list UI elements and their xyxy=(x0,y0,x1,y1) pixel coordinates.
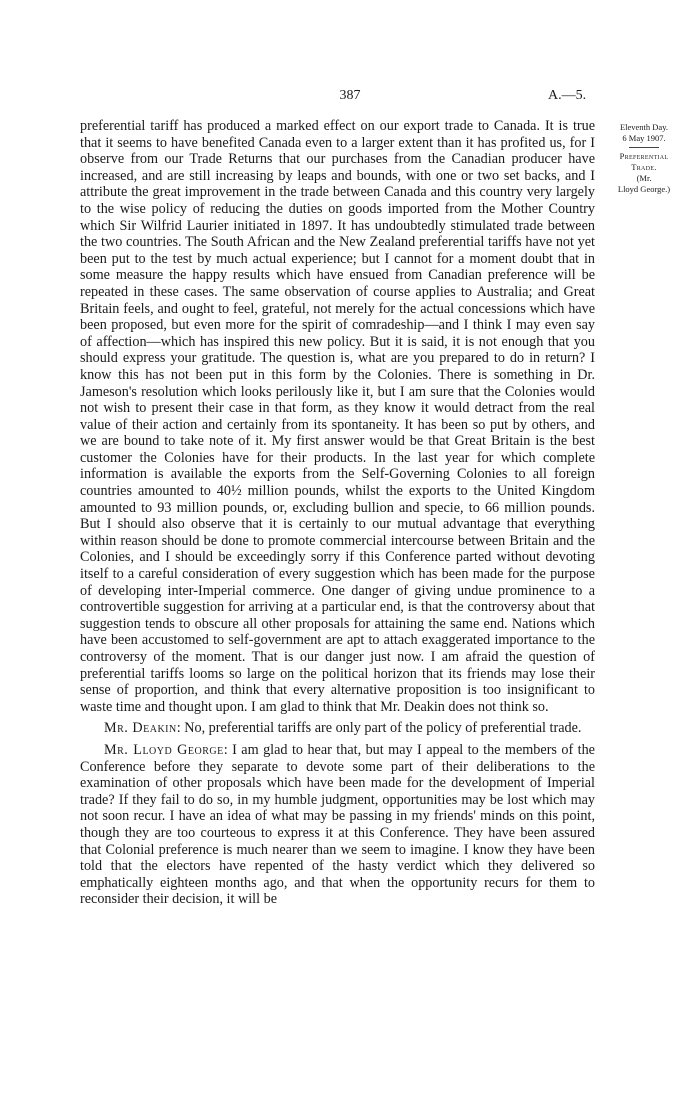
margin-speaker-line1: (Mr. xyxy=(636,173,652,183)
margin-date: 6 May 1907. xyxy=(622,133,666,143)
speaker-lloyd-george: Mr. Lloyd George xyxy=(104,741,224,758)
margin-note xyxy=(606,122,682,195)
margin-topic-line2: Trade. xyxy=(631,162,657,172)
paragraph-2-text: : No, preferential tariffs are only part of the policy of preferential trade. xyxy=(176,720,582,737)
paragraph-2 xyxy=(80,720,595,737)
paragraph-3-text: : I am glad to hear that, but may I appeal to the members of the Conference before they separate to devote some part of their deliberations to the examination of other proposals which have been made for the development of Imperial trade? If they fail to do so, in my humble judgment, opportunities may be lost which may not soon recur. I have an idea of what may be passing in my friends' minds on this point, though they are too courteous to express it at this Conference. They have been assured that Colonial preference is much nearer than we seem to imagine. I know they have been told that the electors have repented of the hasty verdict which they delivered so emphatically eighteen months ago, and that when the opportunity recurs for them to reconsider their decision, it will be xyxy=(80,741,595,908)
margin-day: Eleventh Day. xyxy=(619,122,669,132)
paragraph-1: preferential tariff has produced a marked effect on our export trade to Canada. It is true that it seems to have benefited Canada even to a larger extent than it has profited us, for I observe from our Trade Returns that our purchases from the Canadian producer have increased, and are still increasing by leaps and bounds, with one or two set backs, and I attribute the great improvement in the trade between Canada and this country very largely to the wise policy of reducing the duties on goods imported from the Mother Country which Sir Wilfrid Laurier initiated in 1897. It has undoubtedly stimulated trade between the two countries. The South African and the New Zealand preferential tariffs have not yet been put to the test by much actual experience; but I cannot for a moment doubt that in some measure the happy results which have ensued from Canadian preference will be repeated in these cases. The same observation of course applies to Australia; and Great Britain feels, and ought to feel, grateful, not merely for the actual concessions which have been proposed, but even more for the spirit of comradeship—and I think I may even say of affection—which has inspired this new policy. But it is said, it is not enough that you should express your gratitude. The question is, what are you prepared to do in return? I know this has not been put in this form by the Colonies. There is something in Dr. Jameson's resolution which looks perilously like it, but I am sure that the Colonies would not wish to present their case in that form, as they know it would detract from the real value of their action and certainly from its spontaneity. It has been so put by others, and we are bound to take note of it. My first answer would be that Great Britain is the best customer the Colonies have for their products. In the last year for which complete information is available the exports from the Self-Governing Colonies to all foreign countries amounted to 40½ million pounds, whilst the exports to the United Kingdom amounted to 93 million pounds, or, excluding bullion and specie, to 66 million pounds. But I should also observe that it is certainly to our mutual advantage that everything within reason should be done to promote commercial intercourse between Britain and the Colonies, and I should be exceedingly sorry if this Conference parted without devoting itself to a careful consideration of every suggestion which has been made for the purpose of developing inter-Imperial commerce. One danger of giving undue prominence to a controvertible suggestion for arriving at a particular end, is that the controversy about that suggestion tends to obscure all other proposals for attaining the same end. Nations which have been accustomed to self-government are apt to attach exaggerated importance to the controversy of the moment. That is our danger just now. I am afraid the question of preferential tariffs looms so large on the political horizon that its friends may lose their sense of proportion, and think that every alternative proposition is too insignificant to waste time and thought upon. I am glad to think that Mr. Deakin does not think so. xyxy=(80,118,595,715)
speaker-deakin: Mr. Deakin xyxy=(104,720,177,737)
paragraph-3 xyxy=(80,742,595,908)
margin-divider xyxy=(629,147,659,148)
margin-topic-line1: Preferential xyxy=(619,151,669,161)
main-text xyxy=(80,118,595,908)
paper-reference: A.—5. xyxy=(548,88,587,103)
margin-speaker-line2: Lloyd George.) xyxy=(617,184,671,194)
page-number: 387 xyxy=(339,88,361,103)
